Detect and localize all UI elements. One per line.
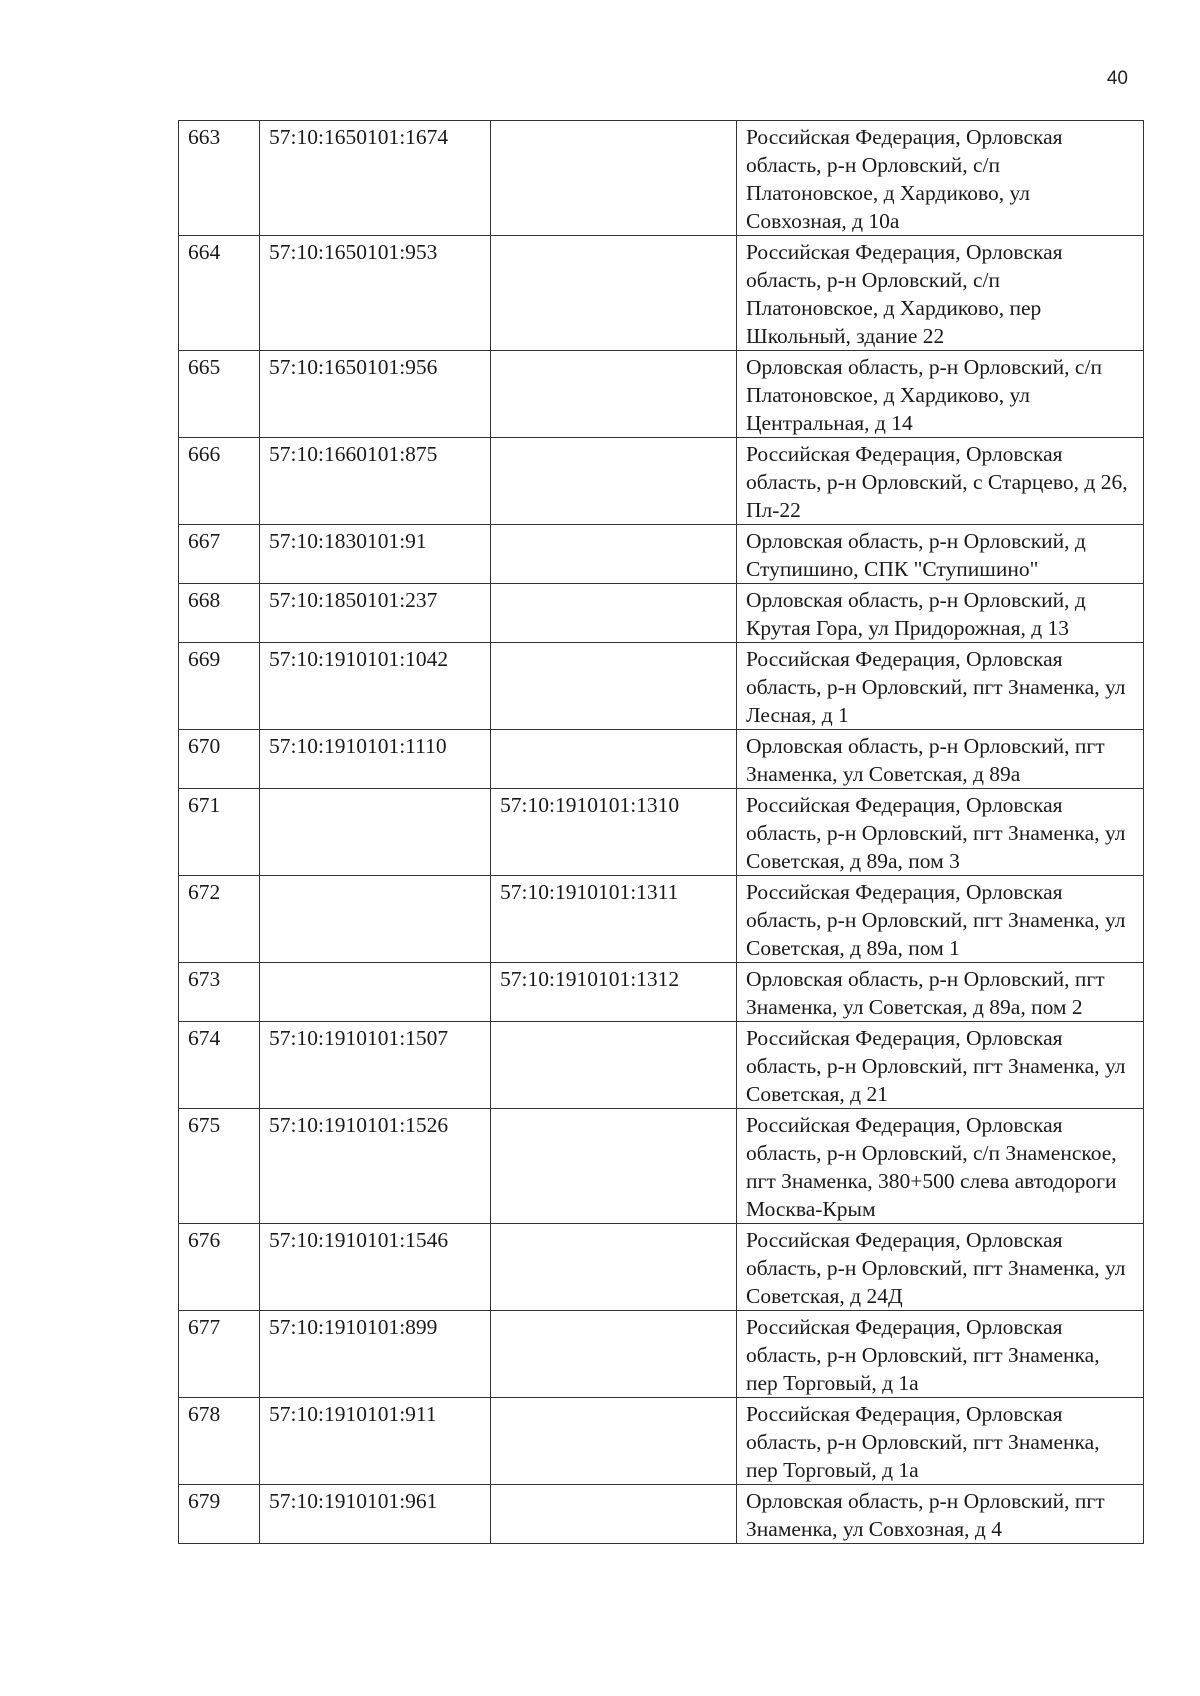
sub-cadastral-number-cell [491,1398,737,1485]
cadastral-number-cell [260,789,491,876]
row-number-cell: 668 [179,584,260,643]
sub-cadastral-number-cell: 57:10:1910101:1312 [491,963,737,1022]
sub-cadastral-number-cell [491,1022,737,1109]
sub-cadastral-number-cell [491,1485,737,1544]
address-cell: Орловская область, р-н Орловский, с/п Платоновское, д Хардиково, ул Центральная, д 14 [737,351,1144,438]
row-number-cell: 671 [179,789,260,876]
table-row [179,438,1144,525]
row-number-cell: 679 [179,1485,260,1544]
table-row [179,121,1144,236]
address-cell: Российская Федерация, Орловская область, р-н Орловский, с Старцево, д 26, Пл-22 [737,438,1144,525]
registry-table-body [179,121,1144,1544]
sub-cadastral-number-cell [491,1109,737,1224]
address-cell: Российская Федерация, Орловская область, р-н Орловский, с/п Платоновское, д Хардиково, ул Совхозная, д 10а [737,121,1144,236]
address-cell: Орловская область, р-н Орловский, д Ступишино, СПК "Ступишино" [737,525,1144,584]
row-number-cell: 677 [179,1311,260,1398]
table-row [179,643,1144,730]
cadastral-number-cell: 57:10:1830101:91 [260,525,491,584]
cadastral-number-cell: 57:10:1910101:1526 [260,1109,491,1224]
row-number-cell: 673 [179,963,260,1022]
address-cell: Российская Федерация, Орловская область, р-н Орловский, пгт Знаменка, ул Советская, д 21 [737,1022,1144,1109]
row-number-cell: 676 [179,1224,260,1311]
sub-cadastral-number-cell [491,584,737,643]
address-cell: Российская Федерация, Орловская область, р-н Орловский, пгт Знаменка, ул Советская, д 24Д [737,1224,1144,1311]
sub-cadastral-number-cell: 57:10:1910101:1311 [491,876,737,963]
cadastral-number-cell: 57:10:1650101:953 [260,236,491,351]
address-cell: Российская Федерация, Орловская область, р-н Орловский, пгт Знаменка, ул Советская, д 89а, пом 1 [737,876,1144,963]
table-row [179,351,1144,438]
page-number: 40 [1106,68,1128,89]
row-number-cell: 664 [179,236,260,351]
cadastral-number-cell: 57:10:1910101:1042 [260,643,491,730]
cadastral-number-cell: 57:10:1850101:237 [260,584,491,643]
address-cell: Орловская область, р-н Орловский, д Крутая Гора, ул Придорожная, д 13 [737,584,1144,643]
table-row [179,876,1144,963]
table-row [179,963,1144,1022]
row-number-cell: 663 [179,121,260,236]
row-number-cell: 670 [179,730,260,789]
table-row [179,1109,1144,1224]
cadastral-number-cell: 57:10:1910101:1110 [260,730,491,789]
table-row [179,236,1144,351]
cadastral-number-cell: 57:10:1650101:1674 [260,121,491,236]
table-row [179,525,1144,584]
table-row [179,1311,1144,1398]
cadastral-number-cell: 57:10:1910101:1546 [260,1224,491,1311]
sub-cadastral-number-cell: 57:10:1910101:1310 [491,789,737,876]
table-row [179,730,1144,789]
address-cell: Российская Федерация, Орловская область, р-н Орловский, с/п Платоновское, д Хардиково, пер Школьный, здание 22 [737,236,1144,351]
sub-cadastral-number-cell [491,1311,737,1398]
row-number-cell: 669 [179,643,260,730]
table-row [179,1224,1144,1311]
row-number-cell: 674 [179,1022,260,1109]
address-cell: Российская Федерация, Орловская область, р-н Орловский, с/п Знаменское, пгт Знаменка, 380+500 слева автодороги Москва-Крым [737,1109,1144,1224]
address-cell: Орловская область, р-н Орловский, пгт Знаменка, ул Советская, д 89а, пом 2 [737,963,1144,1022]
sub-cadastral-number-cell [491,643,737,730]
table-row [179,1022,1144,1109]
table-row [179,584,1144,643]
sub-cadastral-number-cell [491,730,737,789]
cadastral-number-cell: 57:10:1910101:911 [260,1398,491,1485]
row-number-cell: 665 [179,351,260,438]
cadastral-number-cell: 57:10:1660101:875 [260,438,491,525]
cadastral-number-cell: 57:10:1650101:956 [260,351,491,438]
table-row [179,1485,1144,1544]
table-row [179,789,1144,876]
cadastral-number-cell [260,876,491,963]
sub-cadastral-number-cell [491,1224,737,1311]
address-cell: Орловская область, р-н Орловский, пгт Знаменка, ул Совхозная, д 4 [737,1485,1144,1544]
sub-cadastral-number-cell [491,236,737,351]
row-number-cell: 667 [179,525,260,584]
sub-cadastral-number-cell [491,438,737,525]
address-cell: Российская Федерация, Орловская область, р-н Орловский, пгт Знаменка, ул Советская, д 89а, пом 3 [737,789,1144,876]
sub-cadastral-number-cell [491,121,737,236]
row-number-cell: 666 [179,438,260,525]
cadastral-number-cell: 57:10:1910101:1507 [260,1022,491,1109]
address-cell: Орловская область, р-н Орловский, пгт Знаменка, ул Советская, д 89а [737,730,1144,789]
row-number-cell: 678 [179,1398,260,1485]
table-row [179,1398,1144,1485]
row-number-cell: 672 [179,876,260,963]
address-cell: Российская Федерация, Орловская область, р-н Орловский, пгт Знаменка, ул Лесная, д 1 [737,643,1144,730]
address-cell: Российская Федерация, Орловская область, р-н Орловский, пгт Знаменка, пер Торговый, д 1а [737,1311,1144,1398]
cadastral-number-cell: 57:10:1910101:899 [260,1311,491,1398]
sub-cadastral-number-cell [491,525,737,584]
cadastral-number-cell [260,963,491,1022]
row-number-cell: 675 [179,1109,260,1224]
registry-table [178,120,1144,1544]
cadastral-number-cell: 57:10:1910101:961 [260,1485,491,1544]
sub-cadastral-number-cell [491,351,737,438]
address-cell: Российская Федерация, Орловская область, р-н Орловский, пгт Знаменка, пер Торговый, д 1а [737,1398,1144,1485]
